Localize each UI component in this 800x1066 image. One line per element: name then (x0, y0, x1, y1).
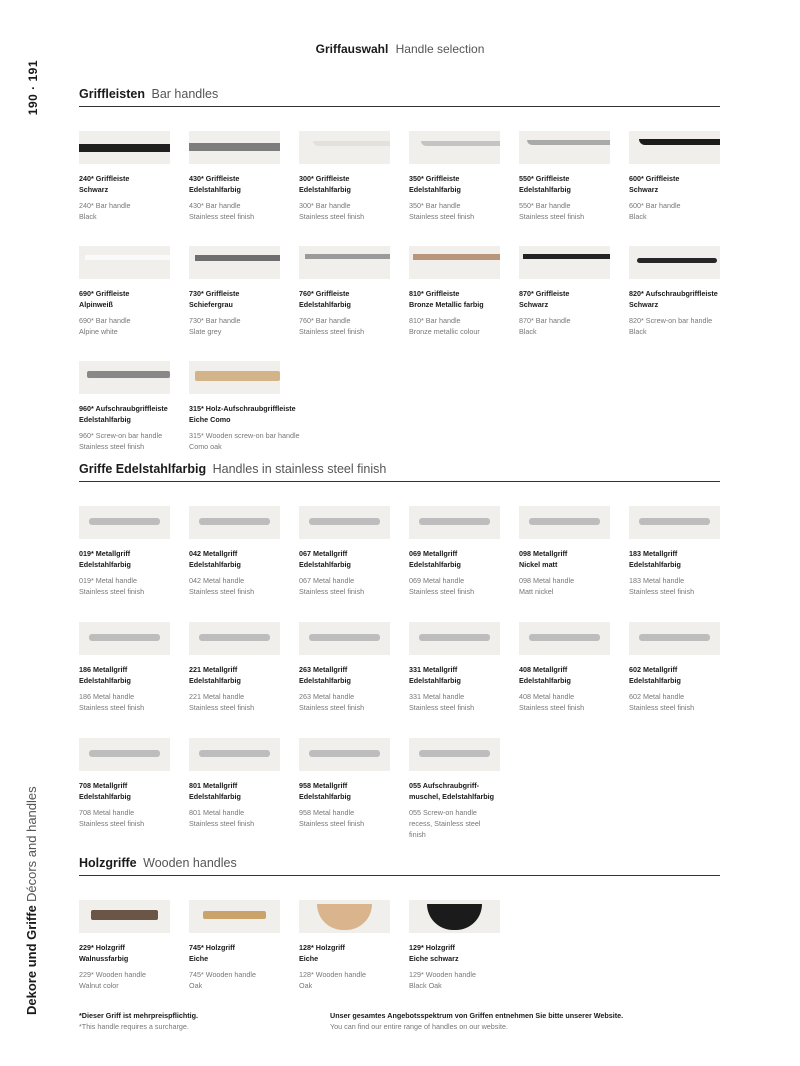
side-title-bold: Dekore und Griffe (24, 905, 39, 1015)
product-en1: 820* Screw-on bar handle (629, 316, 713, 325)
product-de2: Edelstahlfarbig (79, 676, 131, 685)
product-en2: Black (519, 327, 537, 336)
product-en2: Stainless steel finish (299, 587, 365, 596)
product-de1: 069 Metallgriff (409, 549, 458, 558)
product-image (79, 246, 170, 279)
product-de2: Edelstahlfarbig (409, 185, 461, 194)
product-item (629, 246, 739, 337)
product-de2: Edelstahlfarbig (629, 676, 681, 685)
product-de2: Walnussfarbig (79, 954, 129, 963)
product-en2: Black Oak (409, 981, 442, 990)
handle-shape (91, 910, 158, 920)
product-en2: Stainless steel finish (189, 819, 255, 828)
page-number: 190 · 191 (26, 60, 40, 116)
product-de1: 870* Griffleiste (519, 289, 570, 298)
product-item (519, 506, 629, 597)
product-en2: Stainless steel finish (629, 703, 695, 712)
product-de2: Eiche Como (189, 415, 231, 424)
handle-shape (427, 904, 482, 930)
product-image (629, 131, 720, 164)
product-de2: Edelstahlfarbig (409, 676, 461, 685)
product-en2: Stainless steel finish (299, 212, 365, 221)
footer-website-en: You can find our entire range of handles on our website. (330, 1022, 508, 1031)
product-image (299, 506, 390, 539)
handle-shape (87, 371, 170, 378)
product-en1: 550* Bar handle (519, 201, 571, 210)
product-image (519, 246, 610, 279)
handle-shape (189, 143, 280, 151)
product-grid (79, 876, 720, 992)
product-en2: Stainless steel finish (79, 703, 145, 712)
product-image (299, 900, 390, 933)
product-de1: 042 Metallgriff (189, 549, 238, 558)
handle-shape (637, 258, 717, 263)
product-image (79, 131, 170, 164)
product-de1: 055 Aufschraubgriff- (409, 781, 480, 790)
section-heading (79, 462, 720, 482)
handle-shape (203, 911, 266, 919)
product-item (409, 622, 519, 713)
handle-shape (639, 634, 710, 641)
product-item (629, 506, 739, 597)
handle-shape (529, 634, 600, 641)
product-en2: recess, Stainless steel (409, 819, 481, 828)
product-en3: finish (409, 830, 426, 839)
handle-shape (89, 518, 160, 525)
section-bar-handles (79, 87, 720, 452)
product-en2: Stainless steel finish (79, 819, 145, 828)
product-image (189, 738, 280, 771)
product-de2: Schwarz (79, 185, 109, 194)
product-item (189, 131, 299, 222)
product-de1: 350* Griffleiste (409, 174, 460, 183)
product-de1: 602 Metallgriff (629, 665, 678, 674)
product-en1: 229* Wooden handle (79, 970, 147, 979)
section-title-bold: Griffe Edelstahlfarbig (79, 462, 207, 476)
product-en1: 408 Metal handle (519, 692, 575, 701)
product-de2: muschel, Edelstahlfarbig (409, 792, 495, 801)
product-de2: Edelstahlfarbig (79, 792, 131, 801)
product-item (519, 246, 629, 337)
product-en1: 760* Bar handle (299, 316, 351, 325)
product-en2: Stainless steel finish (519, 212, 585, 221)
product-en2: Stainless steel finish (299, 703, 365, 712)
page-header-light: Handle selection (395, 42, 485, 56)
product-de2: Bronze Metallic farbig (409, 300, 484, 309)
handle-shape (639, 518, 710, 525)
product-de1: 708 Metallgriff (79, 781, 128, 790)
product-item (189, 361, 299, 452)
product-de1: 128* Holzgriff (299, 943, 345, 952)
product-de1: 240* Griffleiste (79, 174, 130, 183)
product-de1: 760* Griffleiste (299, 289, 350, 298)
product-en1: 186 Metal handle (79, 692, 135, 701)
section-heading (79, 87, 720, 107)
product-en2: Stainless steel finish (299, 327, 365, 336)
product-item (519, 131, 629, 222)
product-de1: 263 Metallgriff (299, 665, 348, 674)
page-header-bold: Griffauswahl (315, 42, 389, 56)
product-en1: 128* Wooden handle (299, 970, 367, 979)
product-en1: 069 Metal handle (409, 576, 465, 585)
product-item (189, 246, 299, 337)
product-de1: 690* Griffleiste (79, 289, 130, 298)
product-image (299, 622, 390, 655)
product-image (629, 506, 720, 539)
product-item (299, 738, 409, 829)
product-de1: 098 Metallgriff (519, 549, 568, 558)
section-title-light: Wooden handles (143, 856, 237, 870)
product-de2: Eiche (299, 954, 319, 963)
product-en2: Stainless steel finish (79, 587, 145, 596)
product-image (519, 622, 610, 655)
handle-shape (199, 750, 270, 757)
footer-website-de: Unser gesamtes Angebotsspektrum von Griffen entnehmen Sie bitte unserer Website. (330, 1011, 624, 1020)
product-de1: 129* Holzgriff (409, 943, 455, 952)
side-title-light: Décors and handles (24, 785, 39, 902)
product-de1: 229* Holzgriff (79, 943, 125, 952)
handle-shape (199, 518, 270, 525)
product-en1: 055 Screw-on handle (409, 808, 477, 817)
product-de1: 730* Griffleiste (189, 289, 240, 298)
product-de1: 331 Metallgriff (409, 665, 458, 674)
handle-shape (89, 634, 160, 641)
product-en1: 870* Bar handle (519, 316, 571, 325)
product-item (409, 900, 519, 991)
product-de2: Edelstahlfarbig (519, 676, 571, 685)
product-image (189, 622, 280, 655)
product-item (409, 506, 519, 597)
footer-note-en: *This handle requires a surcharge. (79, 1022, 189, 1031)
handle-shape (421, 141, 500, 146)
product-en1: 240* Bar handle (79, 201, 131, 210)
product-item (299, 131, 409, 222)
product-de2: Schwarz (629, 300, 659, 309)
product-en2: Stainless steel finish (299, 819, 365, 828)
product-image (409, 246, 500, 279)
product-image (79, 361, 170, 394)
product-de2: Edelstahlfarbig (519, 185, 571, 194)
handle-shape (523, 254, 610, 259)
product-en1: 129* Wooden handle (409, 970, 477, 979)
product-de2: Edelstahlfarbig (299, 560, 351, 569)
product-de2: Edelstahlfarbig (189, 560, 241, 569)
product-en2: Black (629, 327, 647, 336)
product-de2: Edelstahlfarbig (299, 676, 351, 685)
product-image (409, 900, 500, 933)
product-en1: 690* Bar handle (79, 316, 131, 325)
product-de1: 067 Metallgriff (299, 549, 348, 558)
handle-shape (529, 518, 600, 525)
product-en1: 098 Metal handle (519, 576, 575, 585)
product-de1: 820* Aufschraubgriffleiste (629, 289, 718, 298)
handle-shape (309, 518, 380, 525)
product-item (629, 131, 739, 222)
product-de2: Edelstahlfarbig (299, 300, 351, 309)
footer-website-note (330, 1010, 623, 1032)
product-image (409, 506, 500, 539)
product-de2: Edelstahlfarbig (189, 185, 241, 194)
product-image (79, 506, 170, 539)
product-de1: 600* Griffleiste (629, 174, 680, 183)
product-item (299, 900, 409, 991)
product-en2: Slate grey (189, 327, 222, 336)
product-en2: Stainless steel finish (519, 703, 585, 712)
product-de2: Edelstahlfarbig (189, 792, 241, 801)
product-de2: Nickel matt (519, 560, 558, 569)
product-item (79, 738, 189, 829)
product-en1: 183 Metal handle (629, 576, 685, 585)
product-de1: 408 Metallgriff (519, 665, 568, 674)
product-en1: 350* Bar handle (409, 201, 461, 210)
product-en1: 042 Metal handle (189, 576, 245, 585)
product-en2: Como oak (189, 442, 222, 451)
product-en1: 300* Bar handle (299, 201, 351, 210)
product-en1: 067 Metal handle (299, 576, 355, 585)
product-image (79, 900, 170, 933)
handle-shape (317, 904, 372, 930)
handle-shape (309, 634, 380, 641)
product-grid (79, 482, 720, 839)
product-en1: 600* Bar handle (629, 201, 681, 210)
product-en1: 430* Bar handle (189, 201, 241, 210)
product-en1: 958 Metal handle (299, 808, 355, 817)
section-title-bold: Griffleisten (79, 87, 145, 101)
product-en2: Matt nickel (519, 587, 554, 596)
product-de1: 958 Metallgriff (299, 781, 348, 790)
product-en2: Black (79, 212, 97, 221)
product-de2: Schiefergrau (189, 300, 233, 309)
product-en1: 708 Metal handle (79, 808, 135, 817)
product-item (409, 738, 519, 840)
product-image (79, 622, 170, 655)
product-image (299, 131, 390, 164)
product-de1: 550* Griffleiste (519, 174, 570, 183)
product-en1: 801 Metal handle (189, 808, 245, 817)
handle-shape (313, 141, 390, 146)
product-item (519, 622, 629, 713)
product-de2: Edelstahlfarbig (79, 560, 131, 569)
product-en2: Stainless steel finish (189, 587, 255, 596)
product-en1: 331 Metal handle (409, 692, 465, 701)
product-item (299, 506, 409, 597)
handle-shape (195, 255, 280, 261)
handle-shape (199, 634, 270, 641)
product-image (189, 131, 280, 164)
product-de2: Eiche (189, 954, 209, 963)
product-en1: 730* Bar handle (189, 316, 241, 325)
product-item (189, 738, 299, 829)
section-wooden-handles (79, 856, 720, 992)
product-item (189, 900, 299, 991)
product-en2: Stainless steel finish (409, 587, 475, 596)
product-en2: Oak (189, 981, 203, 990)
handle-shape (419, 634, 490, 641)
product-image (519, 506, 610, 539)
handle-shape (419, 750, 490, 757)
product-grid (79, 107, 720, 452)
product-de2: Edelstahlfarbig (189, 676, 241, 685)
product-en2: Stainless steel finish (409, 212, 475, 221)
footer-note-de: *Dieser Griff ist mehrpreispflichtig. (79, 1011, 199, 1020)
product-image (189, 506, 280, 539)
handle-shape (413, 254, 500, 260)
product-de2: Schwarz (629, 185, 659, 194)
product-de2: Eiche schwarz (409, 954, 459, 963)
product-image (409, 622, 500, 655)
handle-shape (639, 139, 720, 145)
section-heading (79, 856, 720, 876)
handle-shape (305, 254, 390, 259)
handle-shape (309, 750, 380, 757)
handle-shape (419, 518, 490, 525)
product-en1: 745* Wooden handle (189, 970, 257, 979)
section-title-bold: Holzgriffe (79, 856, 137, 870)
product-en1: 221 Metal handle (189, 692, 245, 701)
product-image (299, 246, 390, 279)
product-item (189, 506, 299, 597)
product-de1: 960* Aufschraubgriffleiste (79, 404, 168, 413)
product-en1: 810* Bar handle (409, 316, 461, 325)
handle-shape (89, 750, 160, 757)
section-title-light: Handles in stainless steel finish (212, 462, 387, 476)
product-image (629, 246, 720, 279)
product-en2: Stainless steel finish (189, 212, 255, 221)
product-item (189, 622, 299, 713)
product-item (79, 506, 189, 597)
side-title (24, 785, 39, 1015)
handle-shape (79, 144, 170, 152)
product-en2: Stainless steel finish (79, 442, 145, 451)
handle-shape (85, 255, 170, 260)
product-en2: Stainless steel finish (409, 703, 475, 712)
product-item (629, 622, 739, 713)
product-image (409, 738, 500, 771)
product-image (299, 738, 390, 771)
product-item (409, 246, 519, 337)
product-item (79, 131, 189, 222)
product-item (79, 900, 189, 991)
product-en2: Stainless steel finish (629, 587, 695, 596)
product-en1: 315* Wooden screw-on bar handle (189, 431, 300, 440)
product-de2: Edelstahlfarbig (409, 560, 461, 569)
product-de2: Schwarz (519, 300, 549, 309)
product-image (189, 246, 280, 279)
product-de1: 019* Metallgriff (79, 549, 131, 558)
product-en2: Stainless steel finish (189, 703, 255, 712)
product-item (79, 246, 189, 337)
product-en1: 019* Metal handle (79, 576, 137, 585)
product-image (629, 622, 720, 655)
product-item (299, 622, 409, 713)
product-en2: Walnut color (79, 981, 119, 990)
product-en1: 602 Metal handle (629, 692, 685, 701)
product-image (409, 131, 500, 164)
product-item (409, 131, 519, 222)
handle-shape (195, 371, 280, 381)
product-en1: 960* Screw-on bar handle (79, 431, 163, 440)
product-item (79, 361, 189, 452)
product-de1: 300* Griffleiste (299, 174, 350, 183)
product-de1: 221 Metallgriff (189, 665, 238, 674)
product-image (189, 361, 280, 394)
product-image (189, 900, 280, 933)
footer-surcharge-note (79, 1010, 198, 1032)
product-de1: 430* Griffleiste (189, 174, 240, 183)
product-en2: Alpine white (79, 327, 118, 336)
product-de2: Edelstahlfarbig (299, 185, 351, 194)
product-item (299, 246, 409, 337)
section-stainless-handles (79, 462, 720, 839)
product-de1: 315* Holz-Aufschraubgriffleiste (189, 404, 296, 413)
product-de1: 801 Metallgriff (189, 781, 238, 790)
product-de1: 745* Holzgriff (189, 943, 235, 952)
product-image (519, 131, 610, 164)
handle-shape (527, 140, 610, 145)
section-title-light: Bar handles (151, 87, 219, 101)
product-de1: 186 Metallgriff (79, 665, 128, 674)
product-item (79, 622, 189, 713)
product-image (79, 738, 170, 771)
product-en2: Oak (299, 981, 313, 990)
product-de1: 810* Griffleiste (409, 289, 460, 298)
product-en1: 263 Metal handle (299, 692, 355, 701)
product-de2: Edelstahlfarbig (629, 560, 681, 569)
product-en2: Black (629, 212, 647, 221)
product-en2: Bronze metallic colour (409, 327, 480, 336)
product-de2: Alpinweiß (79, 300, 113, 309)
product-de2: Edelstahlfarbig (299, 792, 351, 801)
product-de1: 183 Metallgriff (629, 549, 678, 558)
product-de2: Edelstahlfarbig (79, 415, 131, 424)
page-header (0, 42, 800, 56)
